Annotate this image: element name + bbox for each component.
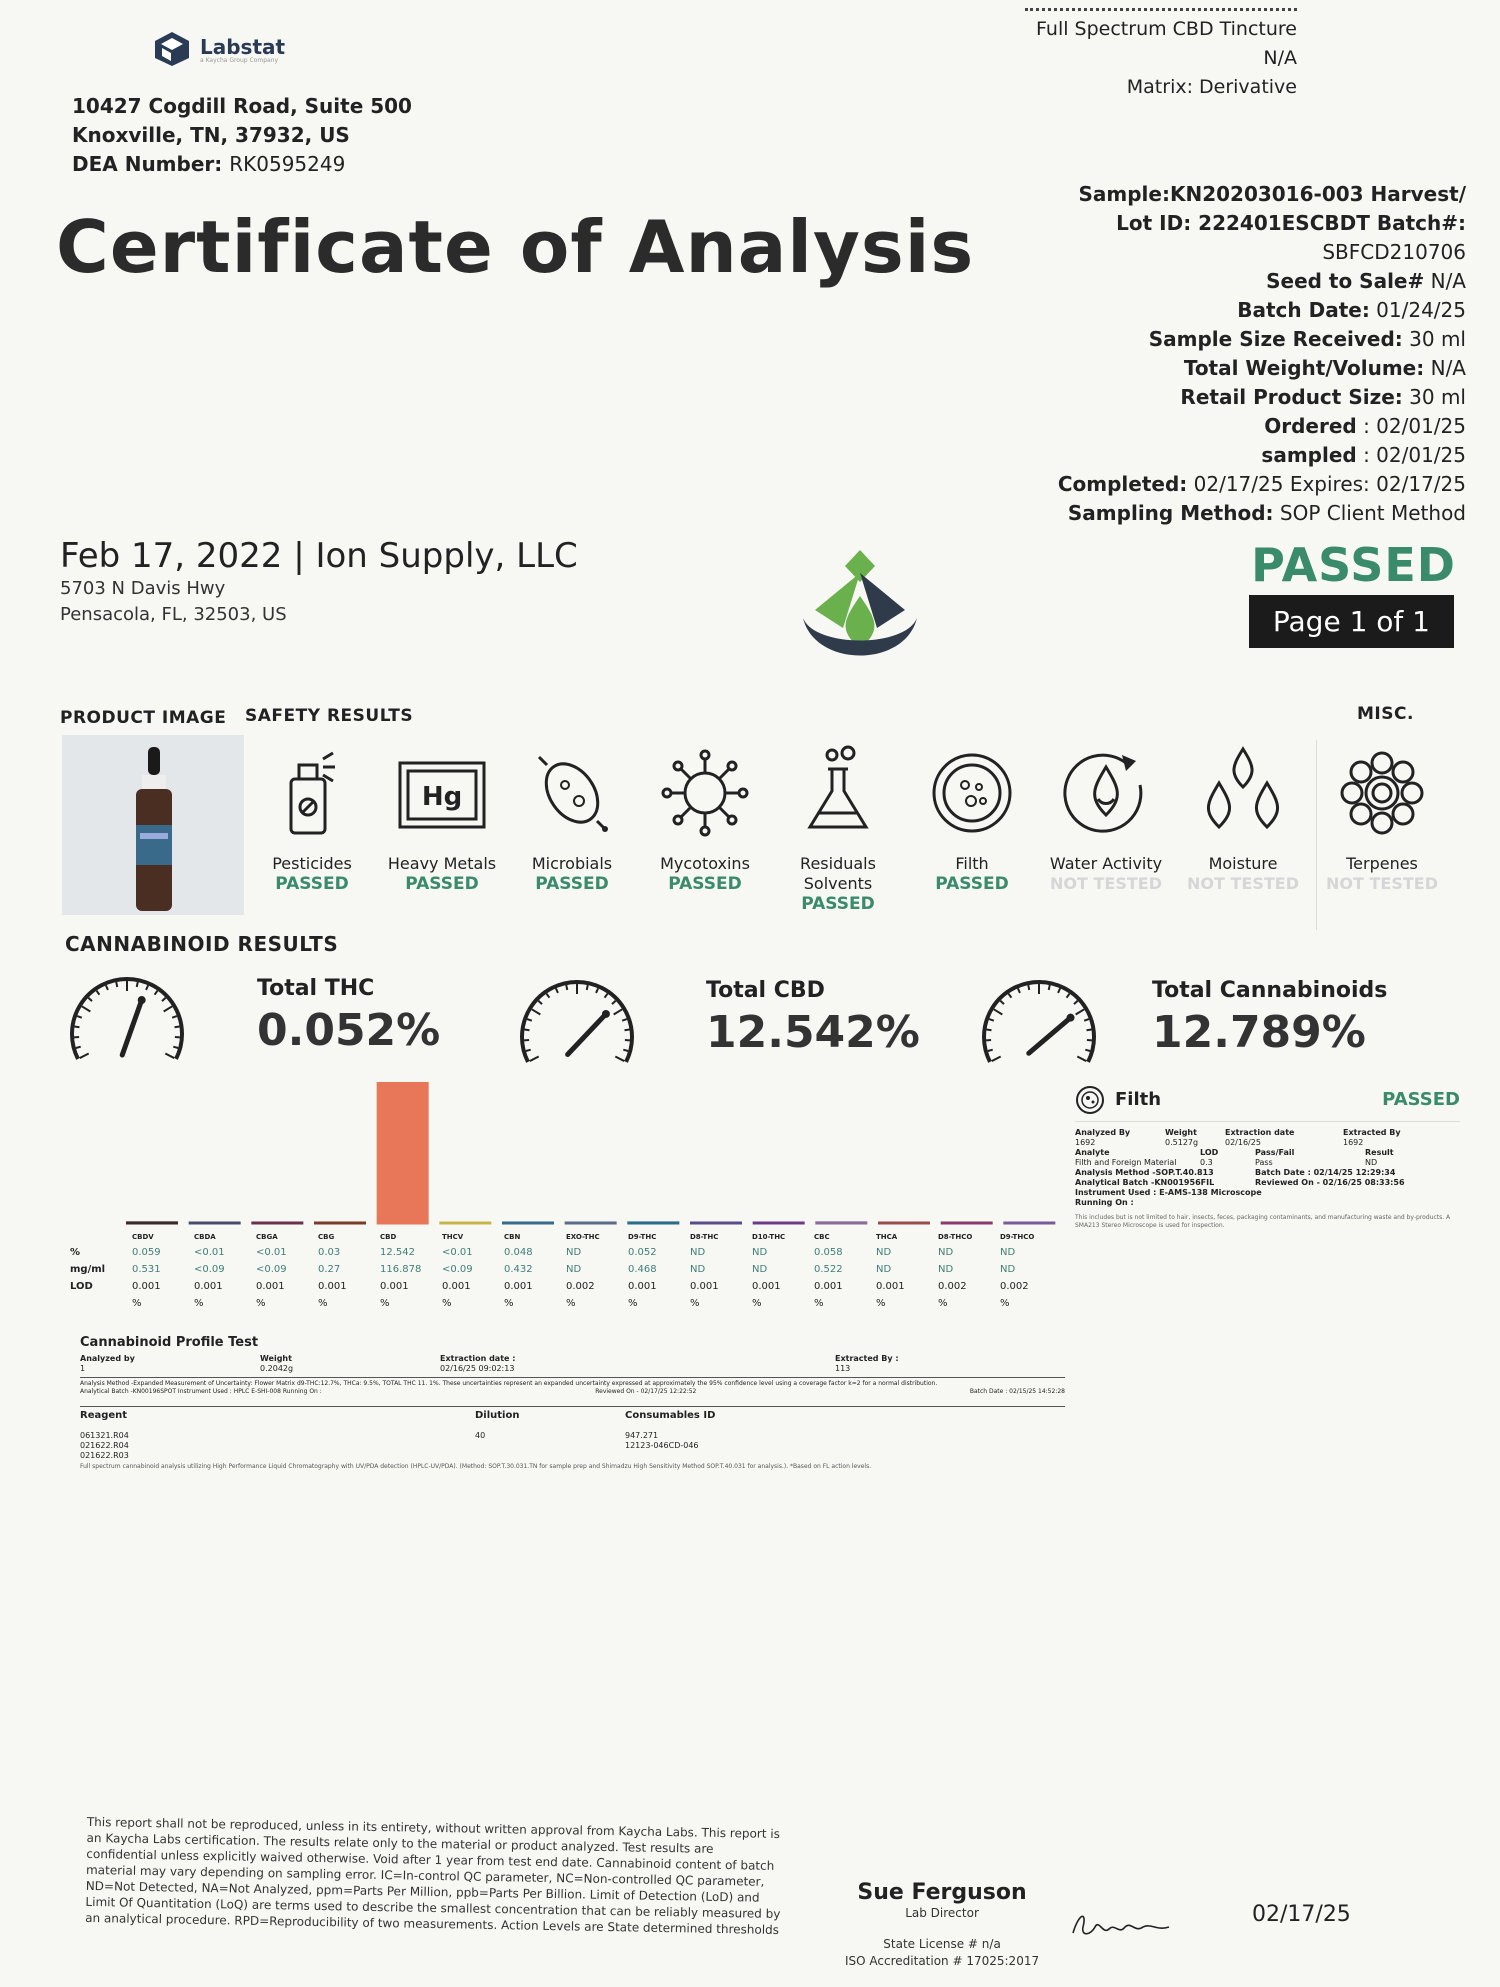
table-cell: ND — [752, 1264, 768, 1275]
gauge-tick — [538, 1001, 542, 1004]
cannabinoids-gauge-icon — [974, 975, 1104, 1075]
cannabinoid-bar-chart — [120, 1080, 1060, 1225]
thc-gauge-icon — [62, 972, 192, 1072]
lab-address-line2: Knoxville, TN, 37932, US — [72, 123, 350, 147]
product-strain: N/A — [1263, 47, 1297, 69]
table-cell: <0.01 — [442, 1247, 473, 1258]
gauge-tick — [155, 991, 158, 995]
total-cannabinoids-label: Total Cannabinoids — [1152, 978, 1388, 1003]
safety-result: PASSED — [668, 874, 742, 894]
column-header: CBDA — [194, 1233, 216, 1241]
row-label — [70, 1295, 132, 1312]
total-thc-label: Total THC — [257, 976, 375, 1001]
gauge-tick — [612, 1001, 616, 1004]
safety-label: Moisture — [1208, 854, 1278, 873]
table-cell: % — [628, 1298, 638, 1309]
lab-name: Labstat — [200, 34, 286, 59]
table-cell: % — [256, 1298, 266, 1309]
table-header-row — [70, 1230, 1062, 1244]
gauge-tick — [75, 1027, 80, 1028]
table-cell: % — [814, 1298, 824, 1309]
gauge-needle — [568, 1014, 606, 1055]
filth-meta: Analyzed By 1692 Weight 0.5127g Extraction date 02/16/25 Extracted By 1692 — [1075, 1128, 1401, 1147]
table-cell: <0.09 — [194, 1264, 225, 1275]
signer-role: Lab Director — [905, 1906, 979, 1920]
gauge-tick — [1085, 1050, 1090, 1051]
table-cell: % — [194, 1298, 204, 1309]
petri-dish-icon — [927, 745, 1017, 840]
safety-result: PASSED — [935, 874, 1009, 894]
misc-divider — [1316, 740, 1317, 930]
dotted-divider — [1025, 8, 1297, 15]
gauge-needle — [122, 1000, 141, 1055]
gauge-tick — [137, 982, 138, 987]
safety-filth — [912, 745, 1032, 894]
table-cell: 0.001 — [132, 1281, 161, 1292]
filth-method-row: Analysis Method -SOP.T.40.813 Batch Date : 02/14/25 12:29:34 — [1075, 1168, 1396, 1177]
safety-pesticides — [252, 745, 372, 894]
water-drop-icon — [1056, 745, 1156, 840]
column-header: CBD — [380, 1233, 397, 1241]
safety-result: NOT TESTED — [1326, 874, 1438, 893]
completed-expires: Completed: 02/17/25 Expires: 02/17/25 — [1057, 472, 1466, 496]
filth-title: Filth — [1115, 1089, 1162, 1110]
safety-result: NOT TESTED — [1187, 874, 1299, 893]
table-cell: % — [380, 1298, 390, 1309]
product-name: Full Spectrum CBD Tincture — [1036, 18, 1297, 40]
virus-icon — [655, 745, 755, 840]
filth-note: This includes but is not limited to hair, insects, feces, packaging contaminants, and manufacturing waste and by-products. A SMA213 Stereo Microscope is used for inspection. — [1075, 1214, 1451, 1229]
cannabinoid-results-heading: CANNABINOID RESULTS — [65, 932, 339, 956]
table-cell: 116.878 — [380, 1264, 422, 1275]
row-label: LOD — [70, 1281, 93, 1292]
table-cell: 0.052 — [628, 1247, 657, 1258]
total-weight: Total Weight/Volume: N/A — [1183, 356, 1466, 380]
table-cell: % — [442, 1298, 452, 1309]
table-cell: 0.058 — [814, 1247, 843, 1258]
sampling-method: Sampling Method: SOP Client Method — [1067, 501, 1466, 525]
gauge-tick — [116, 982, 117, 987]
gauge-tick — [989, 1019, 994, 1021]
safety-microbials — [512, 745, 632, 894]
safety-result: PASSED — [801, 894, 875, 914]
filth-running: Running On : — [1075, 1198, 1134, 1207]
gauge-tick — [530, 1057, 539, 1062]
total-thc-value: 0.052% — [257, 1005, 441, 1056]
table-cell: ND — [690, 1264, 706, 1275]
table-cell: ND — [876, 1264, 892, 1275]
microbe-icon — [527, 745, 617, 840]
lab-tagline: a Kaycha Group Company — [200, 56, 279, 64]
gauge-tick — [173, 1047, 178, 1048]
flask-icon — [798, 745, 878, 840]
safety-moisture — [1183, 745, 1303, 894]
column-header: CBN — [504, 1233, 521, 1241]
column-header: THCV — [442, 1233, 464, 1241]
gauge-tick — [97, 991, 100, 995]
gauge-tick — [992, 1057, 1001, 1062]
tincture-bottle-icon — [62, 735, 244, 915]
table-cell: <0.01 — [194, 1247, 225, 1258]
profile-batch: Analytical Batch -KN00196SPOT Instrument Used : HPLC E-SHI-008 Running On : — [80, 1388, 322, 1395]
table-cell: 0.27 — [318, 1264, 341, 1275]
safety-label: Microbials — [531, 854, 613, 873]
kaycha-emblem-icon — [785, 548, 935, 678]
gauge-tick — [77, 1016, 82, 1018]
gauge-tick — [596, 988, 598, 993]
column-header: D9-THCO — [1000, 1233, 1035, 1241]
table-cell: 0.001 — [628, 1281, 657, 1292]
product-image — [62, 735, 244, 915]
footer-disclaimer: This report shall not be reproduced, unless in its entirety, without written approval from Kaycha Labs. This report is an Kaycha Labs certification. The results relate only to the material or product analyzed. Test results are confidential unless explicitly waived otherwise. Void after 1 year from test end date. Cannabinoid content of batch material may vary depending on sampling error. IC=In-control QC parameter, NC=Non-controlled QC parameter, ND=Not Detected, NA=Not Analyzed, ppm=Parts Per Million, ppb=Parts Per Billion. Limit of Detection (LoD) and Limit Of Quantitation (LoQ) are terms used to describe the smallest concentration that can be reliably measured by an analytical procedure. RPD=Reproducibility of two measurements. Action Levels are State determined thresholds — [85, 1814, 781, 1937]
table-cell: 0.001 — [690, 1281, 719, 1292]
cannabinoid-profile-test — [80, 1335, 1065, 1471]
gauge-tick — [80, 1054, 89, 1059]
table-cell: 0.001 — [318, 1281, 347, 1292]
page-title: Certificate of Analysis — [56, 205, 975, 289]
table-cell: 0.522 — [814, 1264, 843, 1275]
gauge-tick — [1009, 994, 1012, 998]
safety-heavy-metals — [382, 745, 502, 894]
client-city: Pensacola, FL, 32503, US — [60, 604, 287, 625]
safety-label: Residuals Solvents — [800, 854, 876, 893]
table-cell: 0.531 — [132, 1264, 161, 1275]
table-cell: 0.001 — [194, 1281, 223, 1292]
profile-method: Analysis Method -Expanded Measurement of Uncertainty: Flower Matrix d9-THC:12.7%, THCa: 9.5%, TOTAL THC 11. 1%. These uncertainties represent an expanded uncertainty expressed at approximately the 95% confidence level using a coverage factor k=2 for a normal distribution. — [80, 1380, 938, 1387]
table-cell: % — [1000, 1298, 1010, 1309]
table-cell: 0.001 — [752, 1281, 781, 1292]
filth-batch-row: Analytical Batch -KN001956FIL Reviewed On - 02/16/25 08:33:56 — [1075, 1178, 1405, 1187]
state-license: State License # n/a — [883, 1937, 1001, 1951]
safety-mycotoxins — [645, 745, 765, 894]
table-cell: ND — [690, 1247, 706, 1258]
sample-id: Sample:KN20203016-003 Harvest/ — [1078, 182, 1466, 206]
client-street: 5703 N Davis Hwy — [60, 578, 226, 599]
filth-test-box — [1075, 1085, 1460, 1230]
profile-reagents: Reagent 061321.R04 021622.R04 021622.R03 Dilution 40 Consumables ID 947.271 12123-046CD-046 — [80, 1406, 1065, 1461]
table-cell: % — [938, 1298, 948, 1309]
safety-water-activity — [1046, 745, 1166, 894]
table-cell: 0.001 — [380, 1281, 409, 1292]
gauge-needle-tip — [138, 996, 146, 1004]
profile-reviewed: Reviewed On - 02/17/25 12:22:52 — [595, 1388, 697, 1395]
flower-icon — [1332, 745, 1432, 840]
safety-results-heading: SAFETY RESULTS — [245, 706, 414, 726]
signature-date: 02/17/25 — [1252, 1902, 1351, 1927]
safety-label: Water Activity — [1049, 854, 1163, 873]
dea-number: DEA Number: RK0595249 — [72, 152, 346, 176]
filth-result: PASSED — [1382, 1089, 1460, 1110]
gauge-tick — [605, 994, 608, 998]
batch-number: SBFCD210706 — [1322, 240, 1466, 264]
table-cell: <0.09 — [256, 1264, 287, 1275]
gauge-tick — [1077, 1057, 1086, 1062]
lab-logo — [152, 30, 285, 68]
safety-result: PASSED — [405, 874, 479, 894]
gauge-tick — [527, 1019, 532, 1021]
product-info — [1025, 8, 1297, 102]
table-cell: ND — [938, 1247, 954, 1258]
table-cell: 0.001 — [442, 1281, 471, 1292]
gauge-tick — [1018, 988, 1020, 993]
signature-block — [845, 1880, 1039, 1970]
column-header: D8-THCO — [938, 1233, 973, 1241]
filth-header — [1075, 1085, 1460, 1122]
seed-to-sale: Seed to Sale# N/A — [1266, 269, 1466, 293]
labstat-logo-icon — [152, 30, 192, 68]
gauge-tick — [1084, 1019, 1089, 1021]
safety-label: Heavy Metals — [387, 854, 497, 873]
gauge-tick — [1076, 1009, 1085, 1014]
gauge-tick — [88, 998, 92, 1001]
gauge-tick — [1000, 1001, 1004, 1004]
gauge-tick — [614, 1009, 623, 1014]
gauge-tick — [615, 1057, 624, 1062]
header-spacer — [70, 1230, 132, 1244]
profile-meta: Analyzed by 1 Weight 0.2042g Extraction date : 02/16/25 09:02:13 Extracted By : 113 — [80, 1354, 1065, 1378]
gauge-tick — [625, 1030, 630, 1031]
gauge-tick — [532, 1009, 541, 1014]
total-cbd-label: Total CBD — [706, 978, 825, 1003]
table-row — [70, 1261, 1062, 1278]
total-cbd-value: 12.542% — [706, 1007, 920, 1058]
cbd-gauge-icon — [512, 975, 642, 1075]
gauge-tick — [525, 1030, 530, 1031]
column-header: D8-THC — [690, 1233, 719, 1241]
column-header: D9-THC — [628, 1233, 657, 1241]
gauge-tick — [76, 1047, 81, 1048]
retail-size: Retail Product Size: 30 ml — [1180, 385, 1466, 409]
gauge-tick — [994, 1009, 1003, 1014]
lab-address-line1: 10427 Cogdill Road, Suite 500 — [72, 94, 412, 118]
droplets-icon — [1193, 745, 1293, 840]
product-image-heading: PRODUCT IMAGE — [60, 708, 227, 728]
table-cell: ND — [1000, 1264, 1016, 1275]
safety-result: NOT TESTED — [1050, 874, 1162, 893]
table-cell: % — [566, 1298, 576, 1309]
gauge-tick — [146, 985, 148, 990]
table-cell: 0.048 — [504, 1247, 533, 1258]
iso-accreditation: ISO Accreditation # 17025:2017 — [845, 1954, 1040, 1968]
gauge-tick — [175, 1027, 180, 1028]
safety-residual-solvents — [778, 745, 898, 914]
gauge-tick — [1028, 985, 1029, 990]
gauge-tick — [165, 1054, 174, 1059]
profile-batch-date: Batch Date : 02/15/25 14:52:28 — [969, 1388, 1065, 1395]
bar-cbd — [377, 1082, 429, 1222]
total-cannabinoids-value: 12.789% — [1152, 1007, 1366, 1058]
overall-status: PASSED — [1251, 538, 1456, 592]
table-cell: % — [318, 1298, 328, 1309]
gauge-tick — [988, 1050, 993, 1051]
gauge-tick — [1067, 994, 1070, 998]
table-row — [70, 1295, 1062, 1312]
table-cell: 0.002 — [1000, 1281, 1029, 1292]
table-cell: <0.09 — [442, 1264, 473, 1275]
safety-label: Mycotoxins — [660, 854, 750, 873]
sample-info — [1058, 180, 1466, 528]
gauge-tick — [526, 1050, 531, 1051]
table-cell: ND — [566, 1247, 582, 1258]
table-cell: % — [752, 1298, 762, 1309]
row-label: % — [70, 1247, 81, 1258]
column-header: CBG — [318, 1233, 335, 1241]
gauge-tick — [82, 1006, 91, 1011]
gauge-tick — [587, 985, 588, 990]
product-matrix: Matrix: Derivative — [1126, 76, 1297, 98]
spray-bottle-icon — [277, 745, 347, 840]
gauge-tick — [987, 1030, 992, 1031]
gauge-needle-tip — [1067, 1014, 1075, 1022]
gauge-tick — [106, 985, 108, 990]
table-cell: % — [132, 1298, 142, 1309]
table-cell: ND — [938, 1264, 954, 1275]
gauge-needle-tip — [602, 1010, 610, 1018]
gauge-tick — [1074, 1001, 1078, 1004]
table-body — [70, 1244, 1062, 1312]
sample-size: Sample Size Received: 30 ml — [1148, 327, 1466, 351]
gauge-tick — [622, 1019, 627, 1021]
table-cell: ND — [752, 1247, 768, 1258]
ordered-date: Ordered : 02/01/25 — [1264, 414, 1466, 438]
table-cell: 0.03 — [318, 1247, 341, 1258]
gauge-tick — [1087, 1030, 1092, 1031]
table-cell: 0.432 — [504, 1264, 533, 1275]
table-cell: % — [690, 1298, 700, 1309]
filth-analyte-row: Filth and Foreign Material 0.3 Pass ND — [1075, 1158, 1378, 1167]
cannabinoid-table — [70, 1230, 1062, 1312]
table-cell: 0.001 — [876, 1281, 905, 1292]
table-cell: 0.001 — [814, 1281, 843, 1292]
safety-label: Pesticides — [272, 854, 352, 873]
table-cell: 0.002 — [566, 1281, 595, 1292]
table-cell: <0.01 — [256, 1247, 287, 1258]
handwritten-signature-icon — [1065, 1905, 1175, 1945]
signer-name: Sue Ferguson — [857, 1880, 1027, 1905]
column-header: THCA — [876, 1233, 898, 1241]
table-cell: 12.542 — [380, 1247, 415, 1258]
gauge-tick — [1058, 988, 1060, 993]
table-cell: 0.001 — [504, 1281, 533, 1292]
safety-result: PASSED — [535, 874, 609, 894]
gauge-tick — [566, 985, 567, 990]
gauge-tick — [623, 1050, 628, 1051]
client-heading: Feb 17, 2022 | Ion Supply, LLC — [60, 536, 578, 576]
column-header: CBC — [814, 1233, 830, 1241]
gauge-tick — [1049, 985, 1050, 990]
row-label: mg/ml — [70, 1264, 106, 1275]
profile-title: Cannabinoid Profile Test — [80, 1335, 259, 1350]
gauge-tick — [556, 988, 558, 993]
page-indicator: Page 1 of 1 — [1249, 595, 1454, 648]
gauge-tick — [162, 998, 166, 1001]
table-row — [70, 1278, 1062, 1295]
petri-dish-small-icon — [1075, 1085, 1105, 1115]
column-header: CBDV — [132, 1233, 154, 1241]
table-cell: 0.059 — [132, 1247, 161, 1258]
profile-batch-row — [80, 1388, 1065, 1396]
table-cell: % — [876, 1298, 886, 1309]
lab-address — [72, 92, 412, 179]
gauge-tick — [172, 1016, 177, 1018]
table-cell: 0.001 — [256, 1281, 285, 1292]
column-header: EXO-THC — [566, 1233, 600, 1241]
column-header: D10-THC — [752, 1233, 786, 1241]
gauge-tick — [547, 994, 550, 998]
hg-icon — [392, 745, 492, 840]
sampled-date: sampled : 02/01/25 — [1261, 443, 1466, 467]
safety-label: Filth — [955, 854, 989, 873]
table-cell: ND — [876, 1247, 892, 1258]
table-cell: 0.002 — [938, 1281, 967, 1292]
profile-note: Full spectrum cannabinoid analysis utilizing High Performance Liquid Chromatography with UV/PDA detection (HPLC-UV/PDA). (Method: SOP.T.30.031.TN for sample prep and Shimadzu High Sensitivity Method SOP.T.40.031 for analysis.). *Based on FL action levels. — [80, 1463, 872, 1470]
filth-analyte-head: Analyte LOD Pass/Fail Result — [1075, 1148, 1394, 1157]
gauge-tick — [164, 1006, 173, 1011]
misc-heading: MISC. — [1357, 704, 1414, 724]
filth-instrument: Instrument Used : E-AMS-138 Microscope — [1075, 1188, 1262, 1197]
gauge-needle — [1029, 1018, 1071, 1054]
table-row — [70, 1244, 1062, 1261]
safety-result: PASSED — [275, 874, 349, 894]
safety-label: Terpenes — [1346, 854, 1418, 873]
safety-terpenes — [1322, 745, 1442, 894]
svg-text:Hg: Hg — [421, 782, 463, 812]
batch-date: Batch Date: 01/24/25 — [1237, 298, 1466, 322]
client-info — [60, 536, 578, 628]
table-cell: ND — [566, 1264, 582, 1275]
column-header: CBGA — [256, 1233, 278, 1241]
lot-id: Lot ID: 222401ESCBDT Batch#: — [1116, 211, 1466, 235]
table-cell: % — [504, 1298, 514, 1309]
table-cell: ND — [1000, 1247, 1016, 1258]
table-cell: 0.468 — [628, 1264, 657, 1275]
